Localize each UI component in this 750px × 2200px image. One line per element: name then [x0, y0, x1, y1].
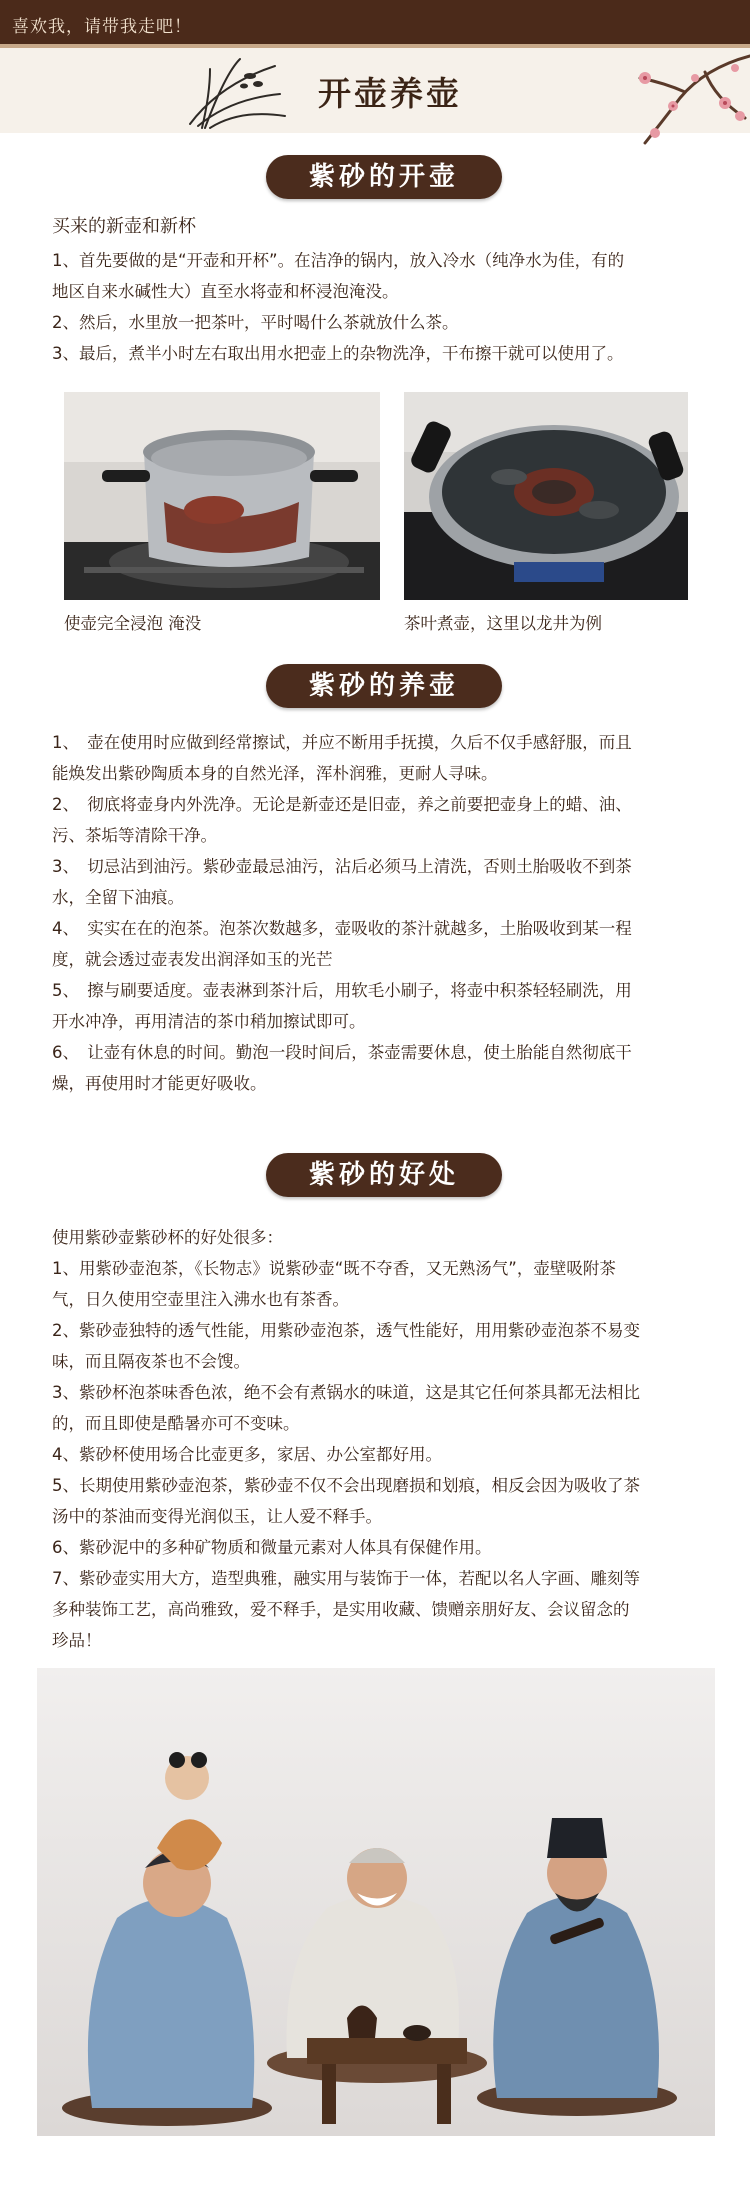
text-line: 气，日久使用空壶里注入沸水也有茶香。	[52, 1290, 349, 1309]
text-line: 5、长期使用紫砂壶泡茶，紫砂壶不仅不会出现磨损和划痕，相反会因为吸收了茶	[52, 1476, 640, 1495]
orchid-icon	[180, 54, 290, 132]
photo-pot-soaking	[64, 392, 380, 600]
text-line: 燥，再使用时才能更好吸收。	[52, 1074, 267, 1093]
section-heading-haochu: 紫砂的好处	[266, 1153, 502, 1197]
page-title: 开壶养壶	[318, 74, 462, 113]
section1-subtitle: 买来的新壶和新杯	[52, 216, 196, 237]
section2-text	[52, 727, 707, 1099]
text-line: 1、首先要做的是“开壶和开杯”。在洁净的锅内，放入冷水（纯净水为佳，有的	[52, 251, 625, 270]
text-line: 度，就会透过壶表发出润泽如玉的光芒	[52, 950, 333, 969]
text-line: 味，而且隔夜茶也不会馊。	[52, 1352, 250, 1371]
text-line: 2、紫砂壶独特的透气性能，用紫砂壶泡茶，透气性能好，用用紫砂壶泡茶不易变	[52, 1321, 640, 1340]
photo1-caption: 使壶完全浸泡 淹没	[64, 614, 202, 633]
text-line: 2、然后，水里放一把茶叶，平时喝什么茶就放什么茶。	[52, 313, 459, 332]
text-line: 珍品！	[52, 1631, 102, 1650]
text-line: 1、用紫砂壶泡茶，《长物志》说紫砂壶“既不夺香，又无熟汤气”，壶壁吸附茶	[52, 1259, 616, 1278]
photo2-caption: 茶叶煮壶，这里以龙井为例	[404, 614, 602, 633]
section3-text	[52, 1222, 707, 1656]
section-heading-kaihu: 紫砂的开壶	[266, 155, 502, 199]
text-line: 污、茶垢等清除干净。	[52, 826, 217, 845]
top-bar	[0, 0, 750, 48]
text-line: 开水冲净，再用清洁的茶巾稍加擦试即可。	[52, 1012, 366, 1031]
plum-blossom-icon	[585, 48, 750, 148]
text-line: 4、 实实在在的泡茶。泡茶次数越多，壶吸收的茶汁就越多，土胎吸收到某一程	[52, 919, 632, 938]
photo-tea-boiling	[404, 392, 688, 600]
title-banner	[0, 48, 750, 133]
text-line: 使用紫砂壶紫砂杯的好处很多：	[52, 1228, 283, 1247]
text-line: 能焕发出紫砂陶质本身的自然光泽，浑朴润雅，更耐人寻味。	[52, 764, 498, 783]
photo-clay-figurines	[37, 1668, 715, 2136]
text-line: 地区自来水碱性大）直至水将壶和杯浸泡淹没。	[52, 282, 399, 301]
text-line: 汤中的茶油而变得光润似玉，让人爱不释手。	[52, 1507, 382, 1526]
text-line: 1、 壶在使用时应做到经常擦试，并应不断用手抚摸，久后不仅手感舒服，而且	[52, 733, 632, 752]
top-slogan: 喜欢我，请带我走吧！	[12, 17, 192, 37]
text-line: 3、 切忌沾到油污。紫砂壶最忌油污，沾后必须马上清洗，否则土胎吸收不到茶	[52, 857, 632, 876]
text-line: 4、紫砂杯使用场合比壶更多，家居、办公室都好用。	[52, 1445, 442, 1464]
text-line: 6、紫砂泥中的多种矿物质和微量元素对人体具有保健作用。	[52, 1538, 492, 1557]
text-line: 3、最后，煮半小时左右取出用水把壶上的杂物洗净，干布擦干就可以使用了。	[52, 344, 624, 363]
section1-text	[52, 245, 707, 369]
text-line: 的，而且即使是酷暑亦可不变味。	[52, 1414, 300, 1433]
text-line: 多种装饰工艺，高尚雅致，爱不释手，是实用收藏、馈赠亲朋好友、会议留念的	[52, 1600, 630, 1619]
text-line: 2、 彻底将壶身内外洗净。无论是新壶还是旧壶，养之前要把壶身上的蜡、油、	[52, 795, 632, 814]
text-line: 3、紫砂杯泡茶味香色浓，绝不会有煮锅水的味道，这是其它任何茶具都无法相比	[52, 1383, 640, 1402]
section-heading-yanghu: 紫砂的养壶	[266, 664, 502, 708]
text-line: 水，全留下油痕。	[52, 888, 184, 907]
text-line: 7、紫砂壶实用大方，造型典雅，融实用与装饰于一体，若配以名人字画、雕刻等	[52, 1569, 640, 1588]
text-line: 6、 让壶有休息的时间。勤泡一段时间后，茶壶需要休息，使土胎能自然彻底干	[52, 1043, 632, 1062]
text-line: 5、 擦与刷要适度。壶表淋到茶汁后，用软毛小刷子，将壶中积茶轻轻刷洗，用	[52, 981, 632, 1000]
